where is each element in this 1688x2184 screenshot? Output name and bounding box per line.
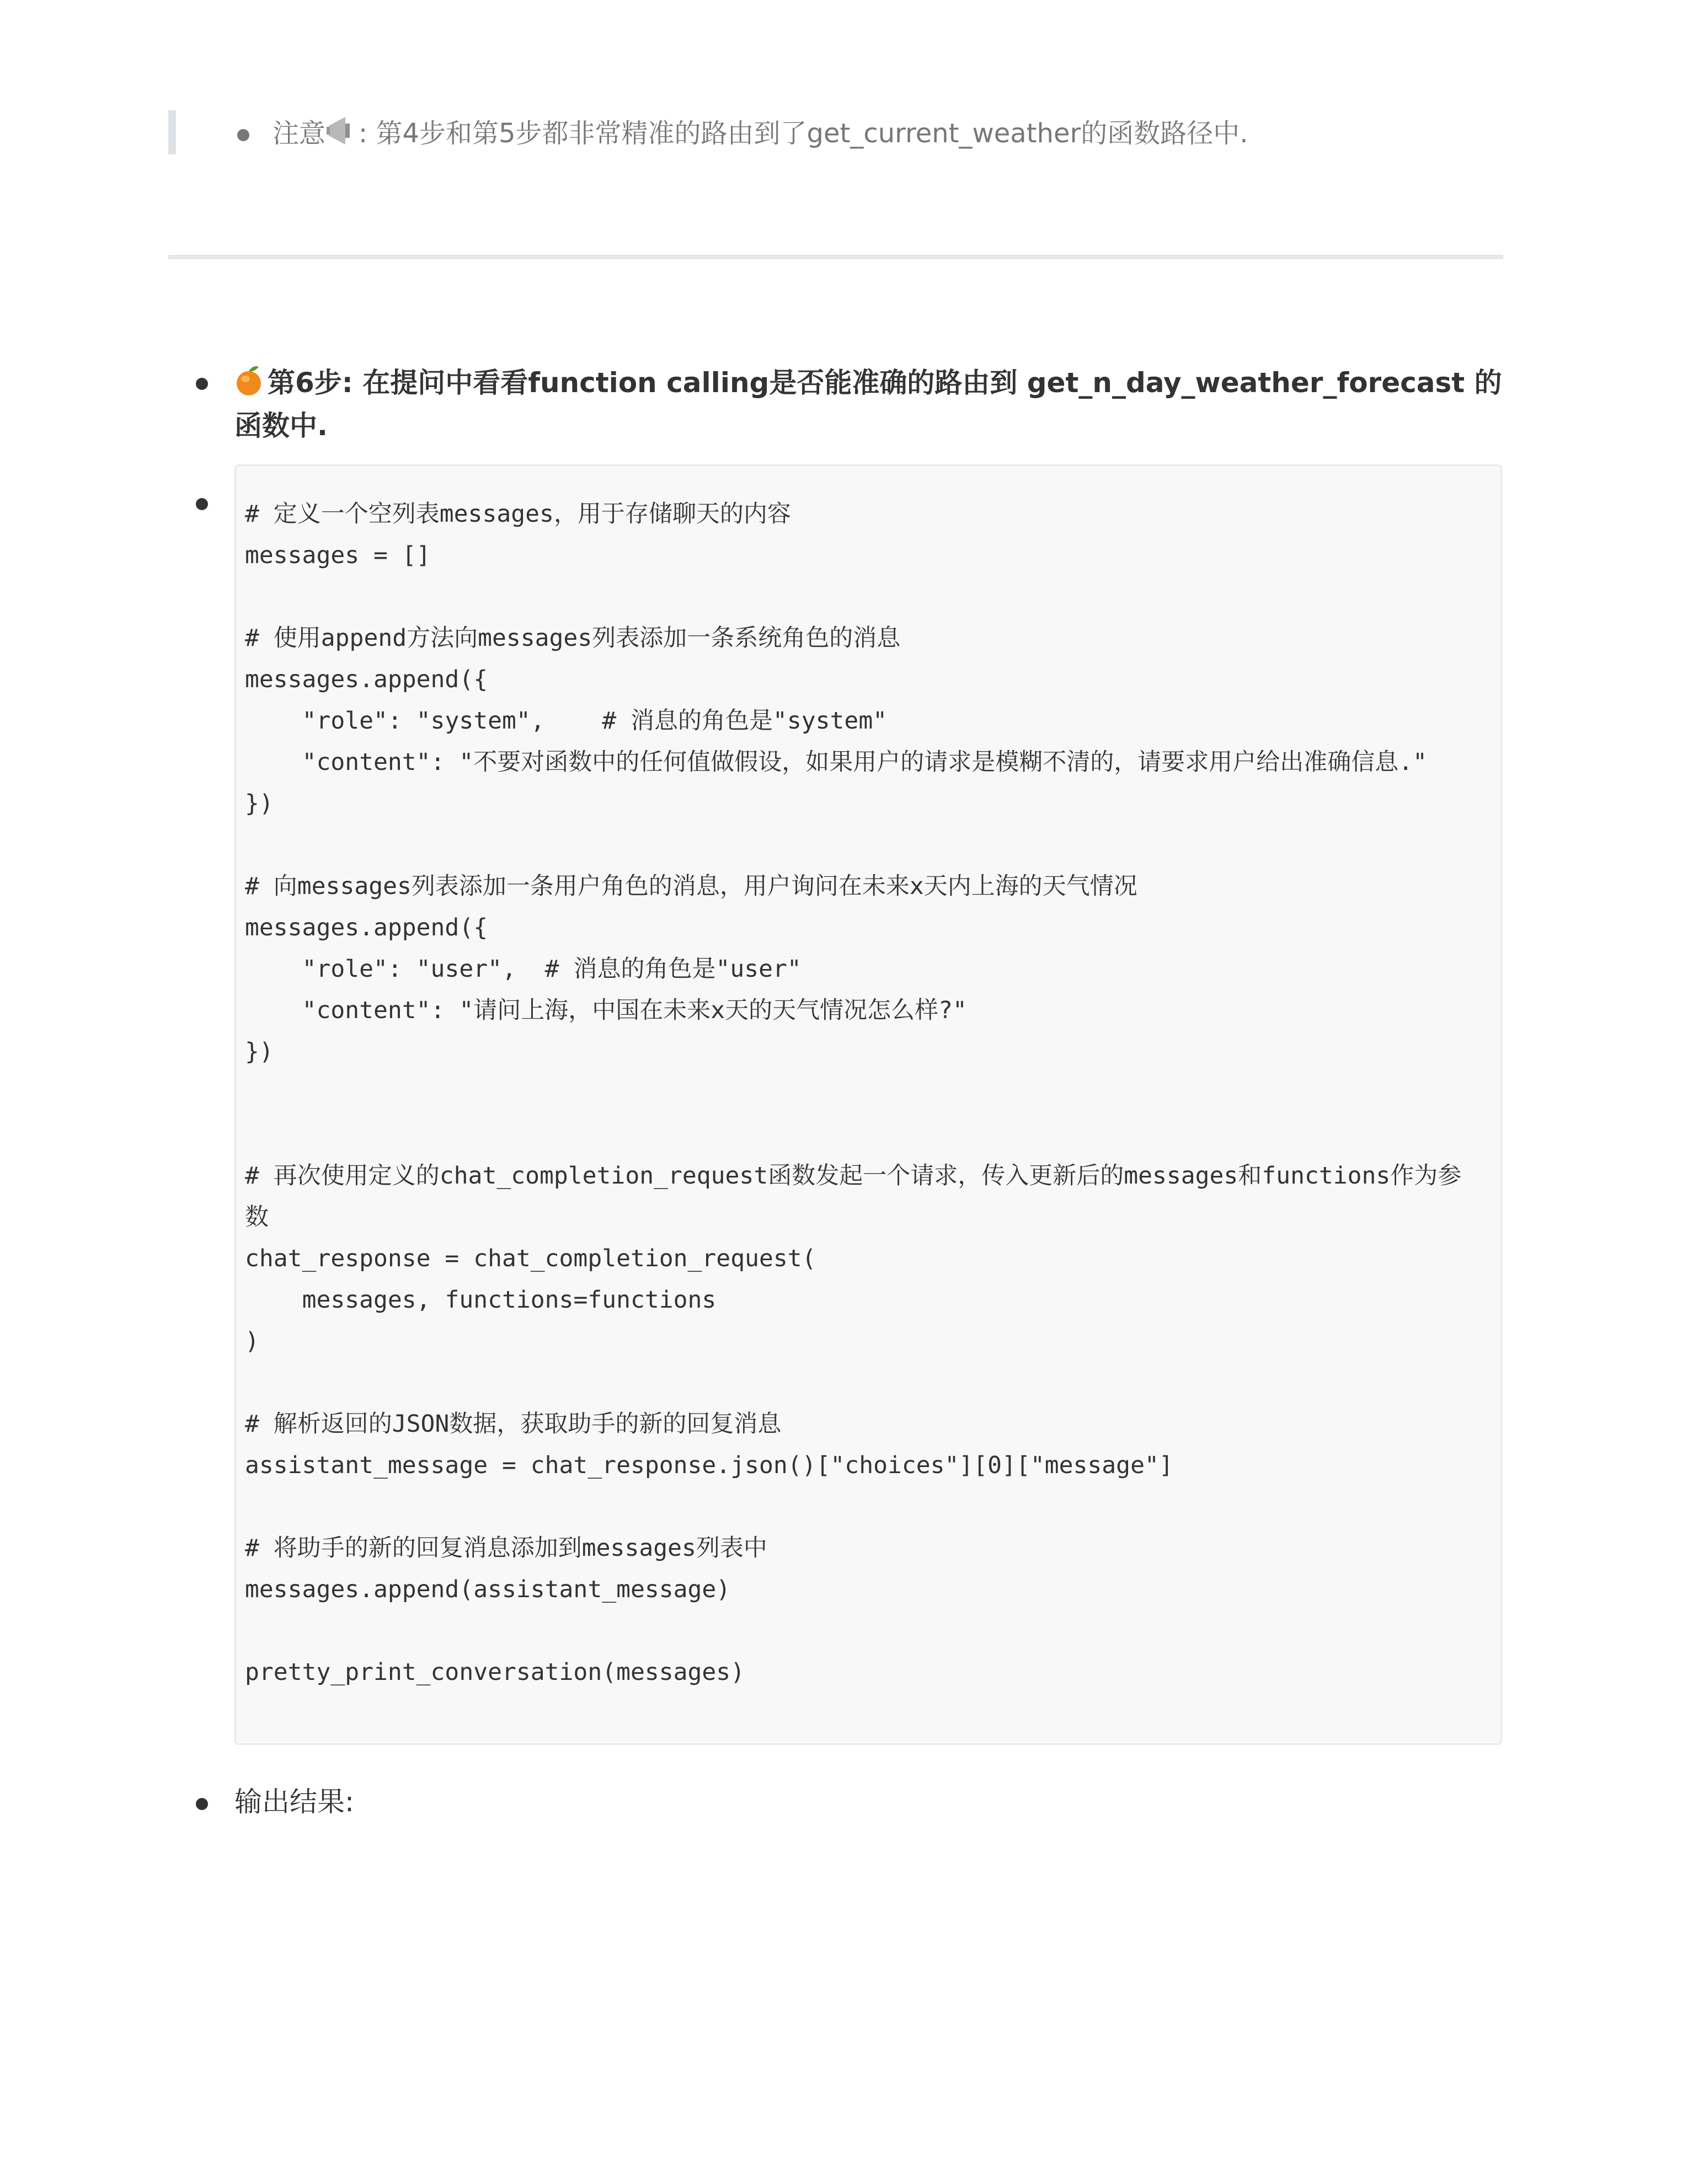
code-line: [245, 576, 1478, 618]
code-line: [245, 1073, 1478, 1114]
blockquote-border: [168, 110, 176, 154]
step6-title: 第6步: 在提问中看看function calling是否能准确的路由到 get_n_day_weather_forecast 的函数中.: [234, 367, 1502, 442]
code-line: }): [245, 1038, 274, 1066]
note-list-item: [237, 113, 1248, 154]
code-line: [245, 1486, 1478, 1528]
bullet: [196, 498, 208, 510]
code-content: [245, 494, 1478, 1693]
tangerine-icon: [234, 365, 263, 397]
code-line: messages, functions=functions: [245, 1286, 717, 1314]
code-line: [245, 825, 1478, 866]
output-list-item: [196, 1781, 354, 1823]
output-label: 输出结果:: [234, 1786, 354, 1818]
code-line: [245, 1362, 1478, 1404]
code-line: chat_response = chat_completion_request(: [245, 1245, 816, 1272]
code-line: # 将助手的新的回复消息添加到messages列表中: [245, 1534, 767, 1562]
loudspeaker-icon: [325, 115, 354, 147]
code-line: messages = []: [245, 542, 431, 569]
horizontal-rule: [168, 255, 1503, 259]
code-line: "content": "不要对函数中的任何值做假设，如果用户的请求是模糊不清的，请要求用户给出准确信息.": [245, 748, 1427, 776]
code-line: # 解析返回的JSON数据，获取助手的新的回复消息: [245, 1410, 782, 1438]
code-block: [234, 464, 1502, 1745]
code-line: # 定义一个空列表messages，用于存储聊天的内容: [245, 500, 791, 528]
code-line: [245, 1114, 1478, 1155]
code-line: "role": "user", # 消息的角色是"user": [245, 955, 802, 983]
code-line: # 使用append方法向messages列表添加一条系统角色的消息: [245, 624, 901, 652]
code-line: # 再次使用定义的chat_completion_request函数发起一个请求，传入更新后的messages和functions作为参数: [245, 1162, 1462, 1231]
code-line: # 向messages列表添加一条用户角色的消息，用户询问在未来x天内上海的天气情况: [245, 872, 1137, 900]
code-line: }): [245, 790, 274, 817]
code-line: "role": "system", # 消息的角色是"system": [245, 707, 888, 735]
code-line: messages.append({: [245, 666, 488, 693]
bullet: [237, 129, 249, 141]
code-line: ): [245, 1327, 259, 1355]
code-line: messages.append(assistant_message): [245, 1576, 731, 1603]
bullet: [196, 378, 208, 390]
code-line: "content": "请问上海，中国在未来x天的天气情况怎么样?": [245, 997, 967, 1024]
step6-list-item: [196, 361, 1509, 447]
bullet: [196, 1798, 208, 1810]
note-text: : 第4步和第5步都非常精准的路由到了get_current_weather的函数路径中.: [359, 118, 1248, 149]
code-line: messages.append({: [245, 914, 488, 941]
code-line: pretty_print_conversation(messages): [245, 1658, 745, 1686]
note-label: 注意: [273, 118, 326, 149]
code-line: [245, 1610, 1478, 1652]
code-line: assistant_message = chat_response.json()["choices"][0]["message"]: [245, 1452, 1173, 1479]
